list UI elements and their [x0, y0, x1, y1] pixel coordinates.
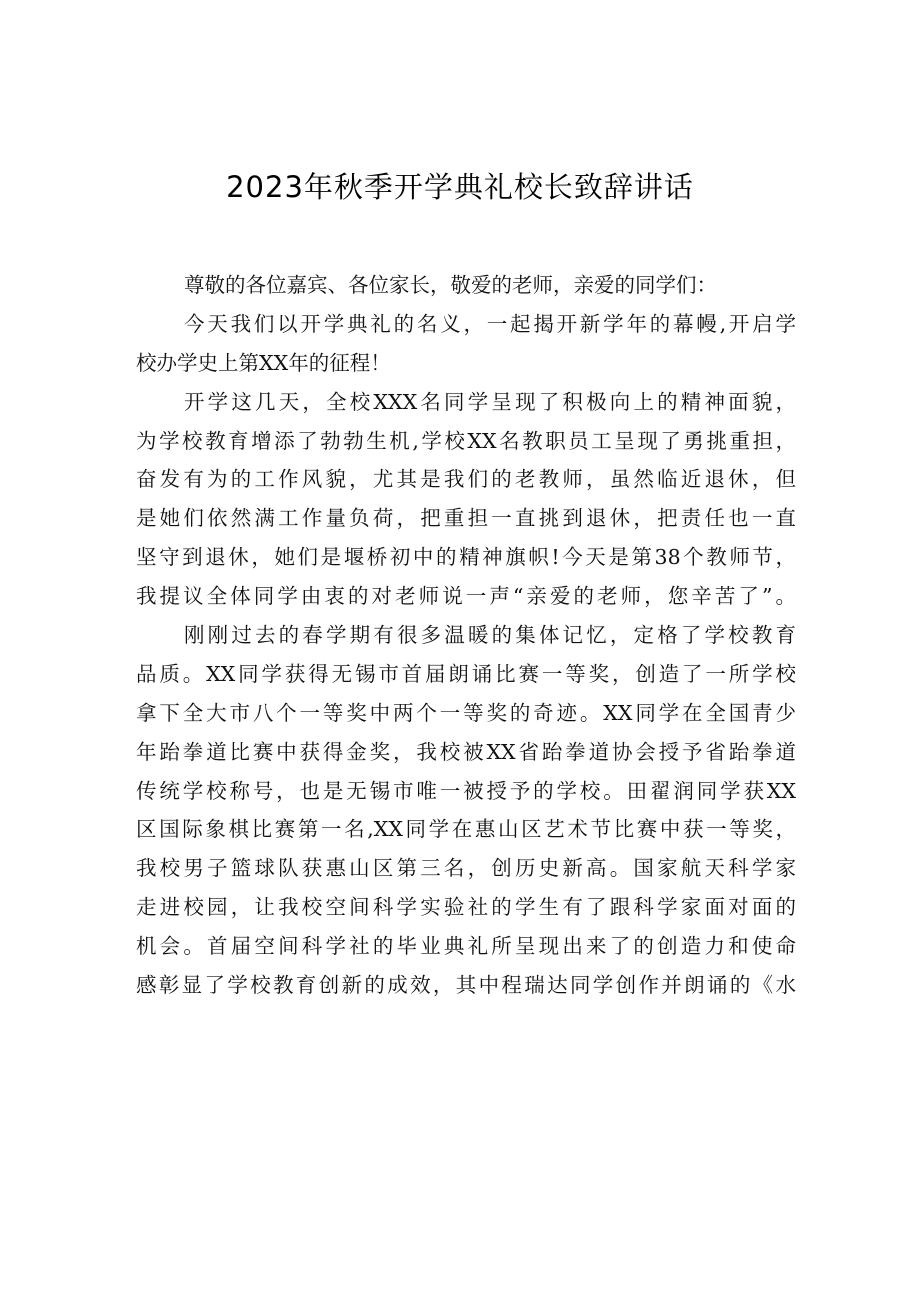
text-line: 拿下全大市八个一等奖中两个一等奖的奇迹。XX同学在全国青少: [136, 700, 796, 725]
text-line: 传统学校称号，也是无锡市唯一被授予的学校。田翟润同学获XX: [136, 778, 796, 803]
text-line: 开学这几天，全校XXX名同学呈现了积极向上的精神面貌，: [184, 389, 796, 414]
text-line: 刚刚过去的春学期有很多温暖的集体记忆，定格了学校教育: [184, 623, 796, 648]
text-line: 坚守到退休，她们是堰桥初中的精神旗帜!今天是第38个教师节，: [136, 545, 796, 570]
text-line: 今天我们以开学典礼的名义，一起揭开新学年的幕幔,开启学: [184, 311, 796, 336]
text-line: 机会。首届空间科学社的毕业典礼所呈现出来了的创造力和使命: [136, 934, 796, 959]
text-line: 为学校教育增添了勃勃生机,学校XX名教职员工呈现了勇挑重担，: [136, 428, 796, 453]
text-line: 奋发有为的工作风貌，尤其是我们的老教师，虽然临近退休，但: [136, 467, 796, 492]
text-line: 是她们依然满工作量负荷，把重担一直挑到退休，把责任也一直: [136, 506, 796, 531]
text-line: 区国际象棋比赛第一名,XX同学在惠山区艺术节比赛中获一等奖，: [136, 817, 796, 842]
text-line: 年跆拳道比赛中获得金奖，我校被XX省跆拳道协会授予省跆拳道: [136, 739, 796, 764]
text-line: 走进校园，让我校空间科学实验社的学生有了跟科学家面对面的: [136, 895, 796, 920]
text-line: 我校男子篮球队获惠山区第三名，创历史新高。国家航天科学家: [136, 856, 796, 881]
text-line: 品质。XX同学获得无锡市首届朗诵比赛一等奖，创造了一所学校: [136, 661, 796, 686]
text-line: 校办学史上第XX年的征程！: [136, 350, 391, 375]
text-line: 感彰显了学校教育创新的成效，其中程瑞达同学创作并朗诵的《水: [136, 973, 796, 998]
document-body: [136, 266, 796, 1005]
text-line: 尊敬的各位嘉宾、各位家长，敬爱的老师，亲爱的同学们：: [184, 273, 717, 297]
text-line: 我提议全体同学由衷的对老师说一声“亲爱的老师，您辛苦了”。: [136, 584, 796, 609]
document-title: 2023年秋季开学典礼校长致辞讲话: [226, 170, 694, 204]
